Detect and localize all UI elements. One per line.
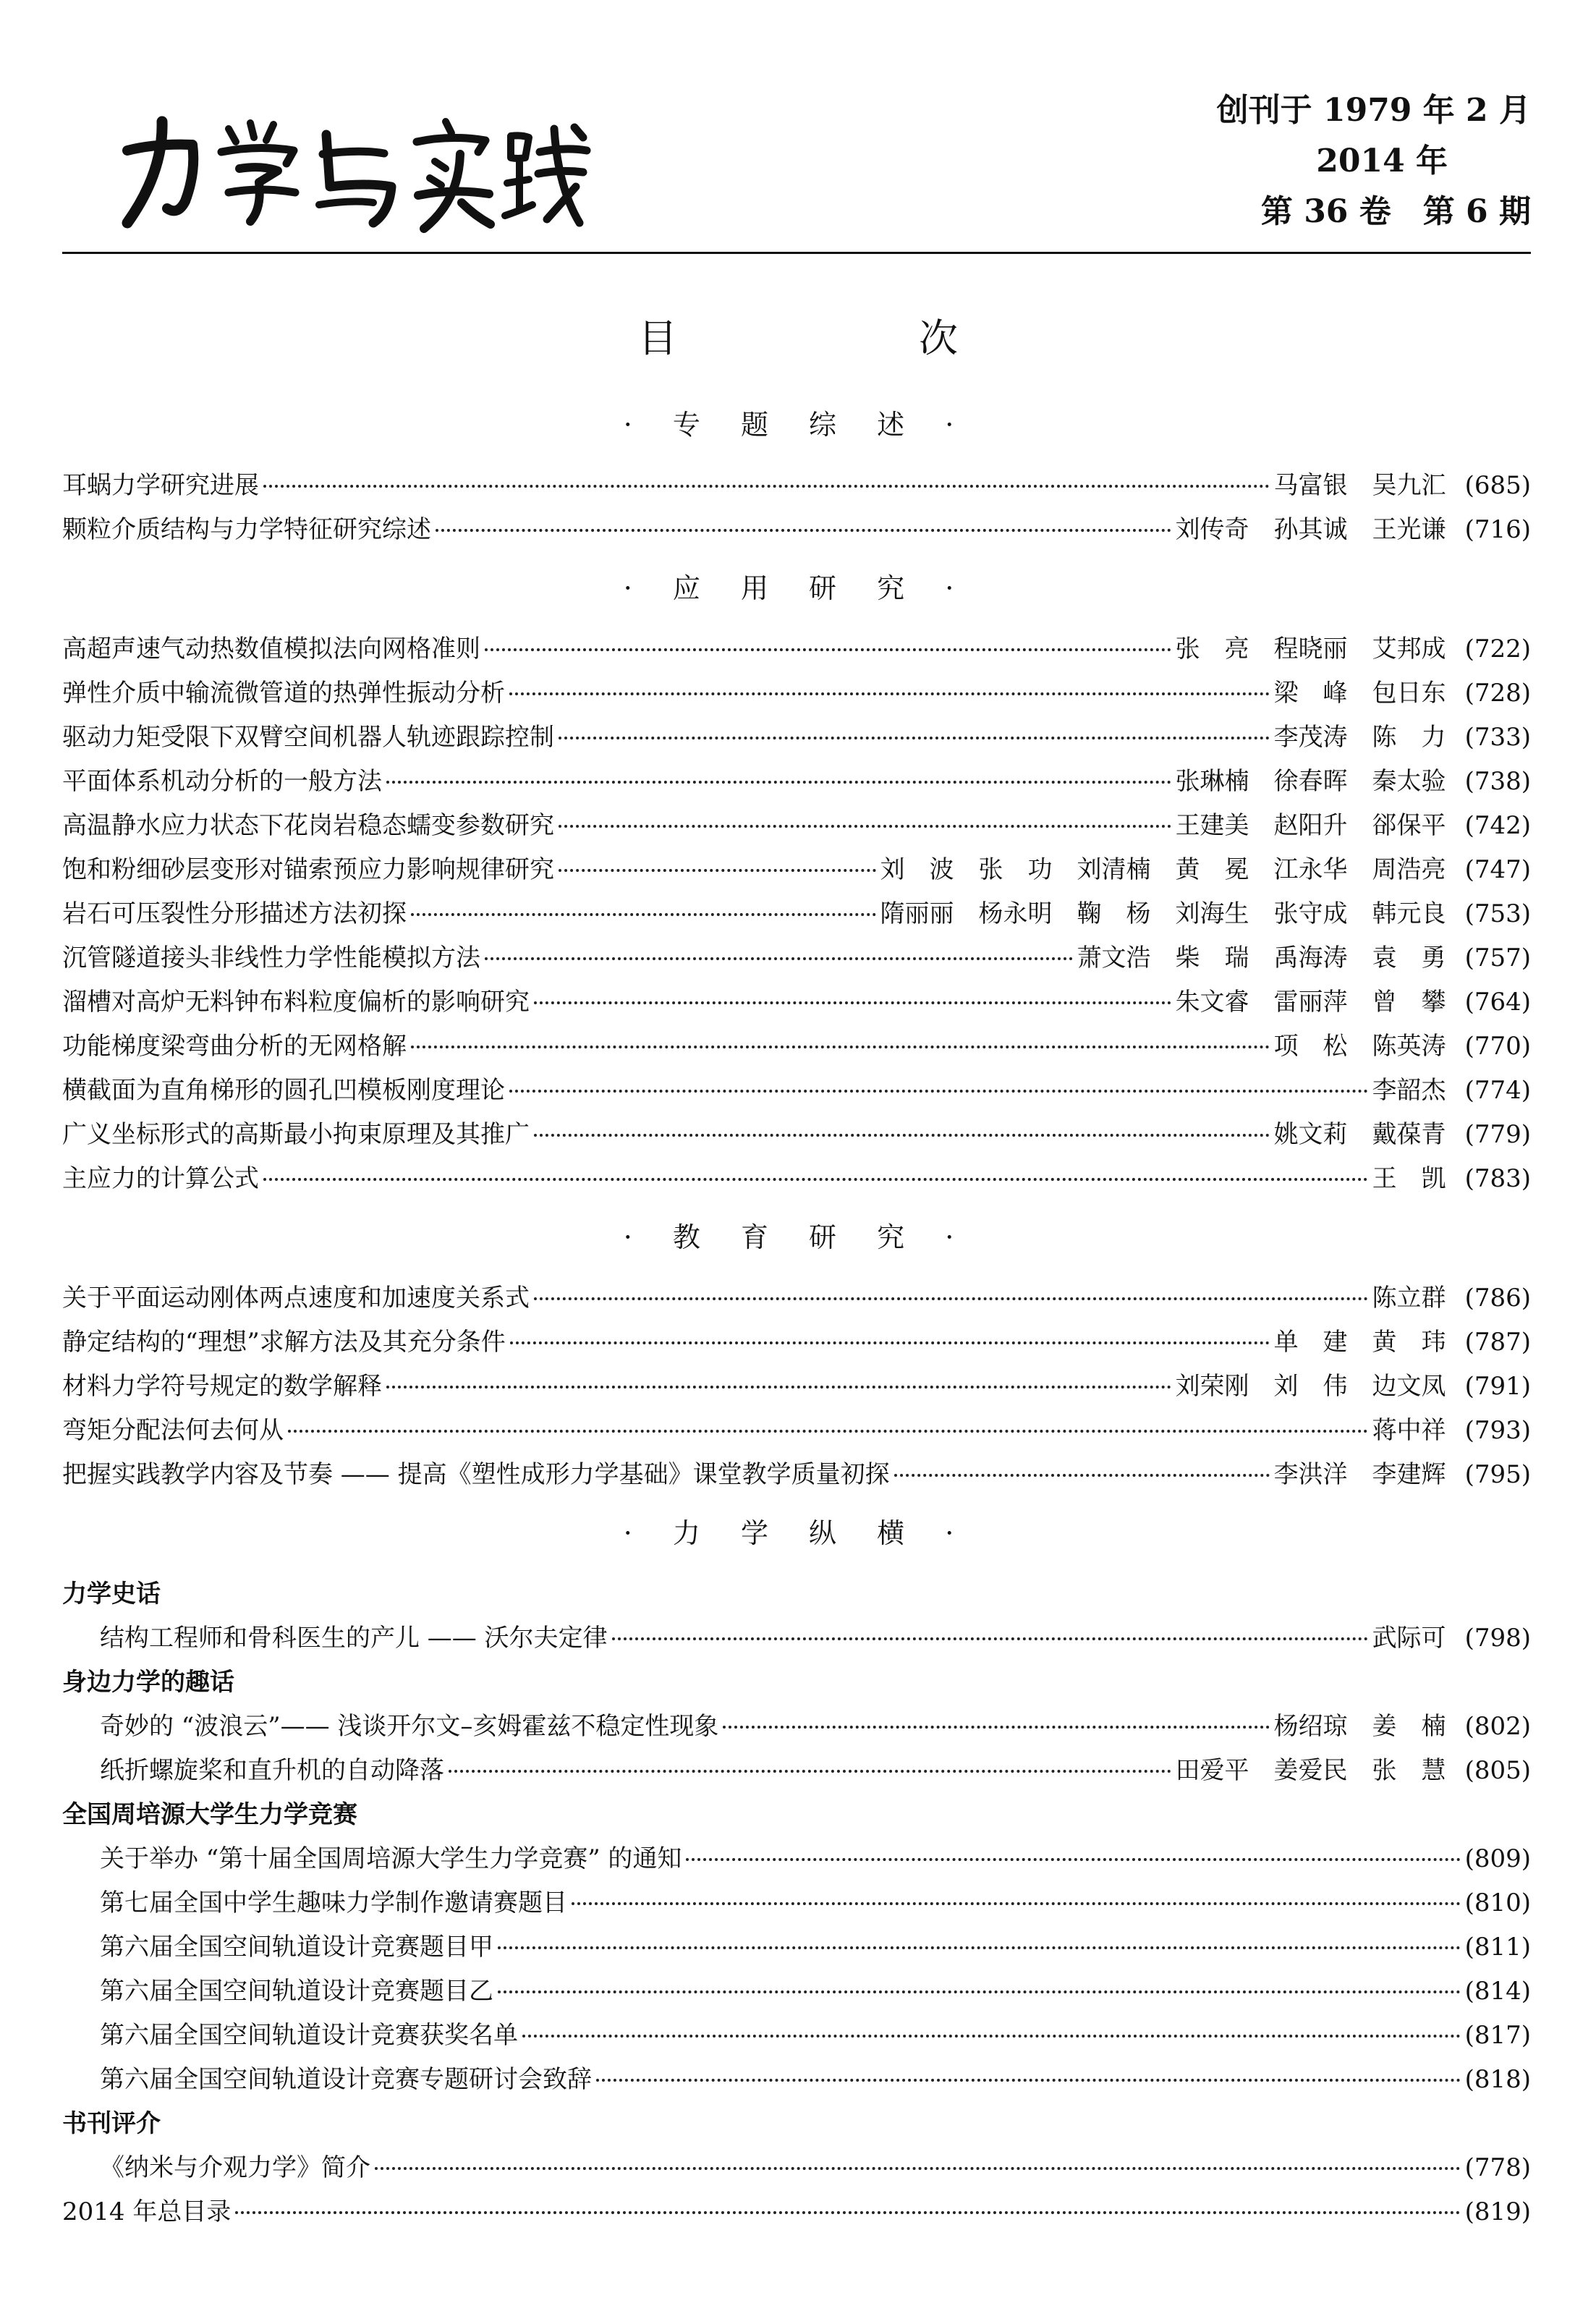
- publication-info: [1217, 85, 1531, 237]
- dot-leader: [686, 1858, 1460, 1861]
- section-heading: · 应 用 研 究 ·: [623, 572, 970, 604]
- toc-entry: [62, 1157, 1531, 1201]
- dot-leader: [894, 1474, 1270, 1477]
- entry-title: 广义坐标形式的高斯最小拘束原理及其推广: [62, 1120, 530, 1149]
- entry-page: (770): [1464, 1032, 1531, 1061]
- entry-authors: 李韶杰: [1372, 1076, 1446, 1105]
- dot-leader: [522, 2035, 1461, 2038]
- dot-leader: [485, 648, 1171, 651]
- toc-title: 目 次: [638, 315, 1059, 361]
- entry-page: (791): [1464, 1372, 1531, 1401]
- entry-page: (757): [1464, 944, 1531, 972]
- entry-page: (722): [1464, 635, 1531, 663]
- dot-leader: [534, 1134, 1270, 1137]
- entry-page: (774): [1464, 1076, 1531, 1105]
- entry-page: (778): [1464, 2153, 1531, 2182]
- header-divider: [62, 252, 1531, 254]
- entry-page: (809): [1464, 1844, 1531, 1873]
- dot-leader: [534, 1001, 1171, 1004]
- entry-page: (786): [1464, 1284, 1531, 1313]
- entry-title: 结构工程师和骨科医生的产儿 —— 沃尔夫定律: [100, 1624, 608, 1653]
- entry-page: (685): [1464, 471, 1531, 500]
- section-heading: · 教 育 研 究 ·: [623, 1221, 970, 1253]
- entry-title: 沉管隧道接头非线性力学性能模拟方法: [62, 944, 480, 972]
- dot-leader: [386, 1386, 1171, 1388]
- dot-leader: [263, 1178, 1368, 1181]
- entry-authors: 朱文睿 雷丽萍 曾 攀: [1175, 988, 1446, 1017]
- toc-entry: [62, 892, 1531, 936]
- entry-page: (805): [1464, 1756, 1531, 1785]
- subsection-heading: 力学史话: [62, 1580, 161, 1608]
- dot-leader: [411, 913, 876, 916]
- toc-entry: [62, 2190, 1531, 2234]
- subsection-heading: 书刊评介: [62, 2109, 161, 2138]
- entry-page: (728): [1464, 679, 1531, 708]
- toc-entry: [62, 804, 1531, 848]
- dot-leader: [375, 2167, 1461, 2170]
- entry-title: 弹性介质中输流微管道的热弹性振动分析: [62, 679, 505, 708]
- entry-page: (819): [1464, 2197, 1531, 2226]
- toc-entry: [62, 671, 1531, 716]
- entry-page: (810): [1464, 1888, 1531, 1917]
- entry-page: (798): [1464, 1624, 1531, 1653]
- entry-title: 奇妙的 “波浪云”—— 浅谈开尔文–亥姆霍兹不稳定性现象: [100, 1712, 719, 1741]
- toc-entry: [62, 1069, 1531, 1113]
- toc-entry: [62, 760, 1531, 804]
- toc-entry: [62, 980, 1531, 1025]
- entry-title: 功能梯度梁弯曲分析的无网格解: [62, 1032, 407, 1061]
- toc-entry: [62, 1409, 1531, 1453]
- entry-page: (793): [1464, 1416, 1531, 1445]
- entry-title: 溜槽对高炉无料钟布料粒度偏析的影响研究: [62, 988, 530, 1017]
- entry-title: 横截面为直角梯形的圆孔凹模板刚度理论: [62, 1076, 505, 1105]
- dot-leader: [485, 957, 1073, 960]
- entry-authors: 张 亮 程晓丽 艾邦成: [1175, 635, 1446, 663]
- entry-authors: 张琳楠 徐春晖 秦太验: [1175, 767, 1446, 796]
- toc-entry: [62, 1453, 1531, 1497]
- dot-leader: [498, 1990, 1461, 1993]
- entry-title: 高超声速气动热数值模拟法向网格准则: [62, 635, 480, 663]
- entry-title: 材料力学符号规定的数学解释: [62, 1372, 382, 1401]
- entry-page: (783): [1464, 1164, 1531, 1193]
- dot-leader: [411, 1046, 1270, 1048]
- entry-title: 关于平面运动刚体两点速度和加速度关系式: [62, 1284, 530, 1313]
- entry-title: 第七届全国中学生趣味力学制作邀请赛题目: [100, 1888, 567, 1917]
- toc-entry: [62, 1320, 1531, 1365]
- toc-entry: [62, 1925, 1531, 1970]
- section-heading: · 力 学 纵 横 ·: [623, 1517, 970, 1549]
- dot-leader: [235, 2211, 1460, 2214]
- section-heading: · 专 题 综 述 ·: [623, 409, 970, 441]
- dot-leader: [436, 529, 1171, 532]
- toc-entry: [62, 1113, 1531, 1157]
- entry-page: (742): [1464, 811, 1531, 840]
- dot-leader: [559, 869, 876, 872]
- entry-title: 主应力的计算公式: [62, 1164, 259, 1193]
- entry-page: (795): [1464, 1460, 1531, 1489]
- dot-leader: [612, 1637, 1368, 1640]
- entry-title: 第六届全国空间轨道设计竞赛题目甲: [100, 1933, 493, 1962]
- dot-leader: [449, 1770, 1171, 1773]
- entry-authors: 李茂涛 陈 力: [1273, 723, 1446, 752]
- dot-leader: [509, 692, 1270, 695]
- entry-authors: 陈立群: [1372, 1284, 1446, 1313]
- toc-entry: [62, 1881, 1531, 1925]
- dot-leader: [498, 1946, 1461, 1949]
- dot-leader: [510, 1341, 1270, 1344]
- entry-page: (814): [1464, 1977, 1531, 2006]
- founded-date: 创刊于 1979 年 2 月: [1216, 92, 1531, 129]
- dot-leader: [386, 781, 1171, 784]
- entry-title: 2014 年总目录: [62, 2197, 232, 2226]
- toc-entry: [62, 464, 1531, 508]
- entry-authors: 萧文浩 柴 瑞 禹海涛 袁 勇: [1077, 944, 1446, 972]
- entry-page: (738): [1464, 767, 1531, 796]
- entry-title: 第六届全国空间轨道设计竞赛专题研讨会致辞: [100, 2065, 592, 2094]
- toc-entry: [62, 1025, 1531, 1069]
- publication-year: 2014 年: [1316, 143, 1448, 179]
- entry-authors: 项 松 陈英涛: [1273, 1032, 1446, 1061]
- journal-header: [62, 85, 1531, 245]
- toc-entry: [62, 627, 1531, 671]
- dot-leader: [263, 485, 1270, 488]
- entry-authors: 田爱平 姜爱民 张 慧: [1175, 1756, 1446, 1785]
- entry-title: 驱动力矩受限下双臂空间机器人轨迹跟踪控制: [62, 723, 554, 752]
- entry-authors: 单 建 黄 玮: [1273, 1328, 1446, 1357]
- entry-authors: 杨绍琼 姜 楠: [1273, 1712, 1446, 1741]
- entry-page: (818): [1464, 2065, 1531, 2094]
- toc-entry: [62, 1365, 1531, 1409]
- toc-entry: [62, 1749, 1531, 1793]
- calligraphy-logo-icon: [106, 107, 598, 237]
- dot-leader: [559, 737, 1270, 739]
- entry-page: (802): [1464, 1712, 1531, 1741]
- entry-title: 静定结构的“理想”求解方法及其充分条件: [62, 1328, 506, 1357]
- entry-page: (747): [1464, 855, 1531, 884]
- toc-entry: [62, 1970, 1531, 2014]
- entry-authors: 马富银 吴九汇: [1273, 471, 1446, 500]
- entry-authors: 姚文莉 戴葆青: [1273, 1120, 1446, 1149]
- entry-title: 第六届全国空间轨道设计竞赛题目乙: [100, 1977, 493, 2006]
- entry-title: 岩石可压裂性分形描述方法初探: [62, 899, 407, 928]
- toc-entry: [62, 1276, 1531, 1320]
- dot-leader: [509, 1090, 1368, 1093]
- entry-title: 《纳米与介观力学》简介: [100, 2153, 370, 2182]
- entry-title: 把握实践教学内容及节奏 —— 提高《塑性成形力学基础》课堂教学质量初探: [62, 1460, 890, 1489]
- volume-issue: 第 36 卷 第 6 期: [1260, 193, 1531, 230]
- entry-page: (764): [1464, 988, 1531, 1017]
- entry-authors: 王 凯: [1372, 1164, 1446, 1193]
- toc-entry: [62, 716, 1531, 760]
- entry-authors: 武际可: [1372, 1624, 1446, 1653]
- toc-entry: [62, 2146, 1531, 2190]
- toc-entry: [62, 1837, 1531, 1881]
- subsection-heading: 身边力学的趣话: [62, 1668, 234, 1697]
- toc-entry: [62, 2014, 1531, 2058]
- toc-entry: [62, 848, 1531, 892]
- entry-authors: 梁 峰 包日东: [1273, 679, 1446, 708]
- dot-leader: [559, 825, 1171, 828]
- entry-authors: 刘 波 张 功 刘清楠 黄 冕 江永华 周浩亮: [880, 855, 1446, 884]
- entry-page: (817): [1464, 2021, 1531, 2050]
- entry-title: 纸折螺旋桨和直升机的自动降落: [100, 1756, 444, 1785]
- entry-title: 耳蜗力学研究进展: [62, 471, 259, 500]
- entry-authors: 刘荣刚 刘 伟 边文凤: [1175, 1372, 1446, 1401]
- table-of-contents: [62, 402, 1531, 2234]
- entry-page: (733): [1464, 723, 1531, 752]
- dot-leader: [288, 1430, 1368, 1433]
- entry-authors: 隋丽丽 杨永明 鞠 杨 刘海生 张守成 韩元良: [880, 899, 1446, 928]
- entry-title: 第六届全国空间轨道设计竞赛获奖名单: [100, 2021, 518, 2050]
- entry-authors: 蒋中祥: [1372, 1416, 1446, 1445]
- dot-leader: [596, 2079, 1461, 2082]
- entry-title: 弯矩分配法何去何从: [62, 1416, 284, 1445]
- toc-entry: [62, 508, 1531, 552]
- entry-authors: 王建美 赵阳升 郤保平: [1175, 811, 1446, 840]
- entry-authors: 李洪洋 李建辉: [1273, 1460, 1446, 1489]
- entry-title: 高温静水应力状态下花岗岩稳态蠕变参数研究: [62, 811, 554, 840]
- entry-page: (753): [1464, 899, 1531, 928]
- entry-page: (787): [1464, 1328, 1531, 1357]
- dot-leader: [572, 1902, 1461, 1905]
- dot-leader: [723, 1726, 1269, 1729]
- entry-title: 平面体系机动分析的一般方法: [62, 767, 382, 796]
- entry-title: 饱和粉细砂层变形对锚索预应力影响规律研究: [62, 855, 554, 884]
- entry-title: 关于举办 “第十届全国周培源大学生力学竞赛” 的通知: [100, 1844, 682, 1873]
- entry-page: (779): [1464, 1120, 1531, 1149]
- toc-entry: [62, 1705, 1531, 1749]
- entry-page: (811): [1464, 1933, 1531, 1962]
- toc-entry: [62, 936, 1531, 980]
- dot-leader: [534, 1297, 1368, 1300]
- subsection-heading: 全国周培源大学生力学竞赛: [62, 1800, 357, 1829]
- entry-title: 颗粒介质结构与力学特征研究综述: [62, 515, 431, 544]
- toc-entry: [62, 2058, 1531, 2102]
- toc-entry: [62, 1616, 1531, 1661]
- entry-page: (716): [1464, 515, 1531, 544]
- entry-authors: 刘传奇 孙其诚 王光谦: [1175, 515, 1446, 544]
- journal-logo: [106, 107, 598, 237]
